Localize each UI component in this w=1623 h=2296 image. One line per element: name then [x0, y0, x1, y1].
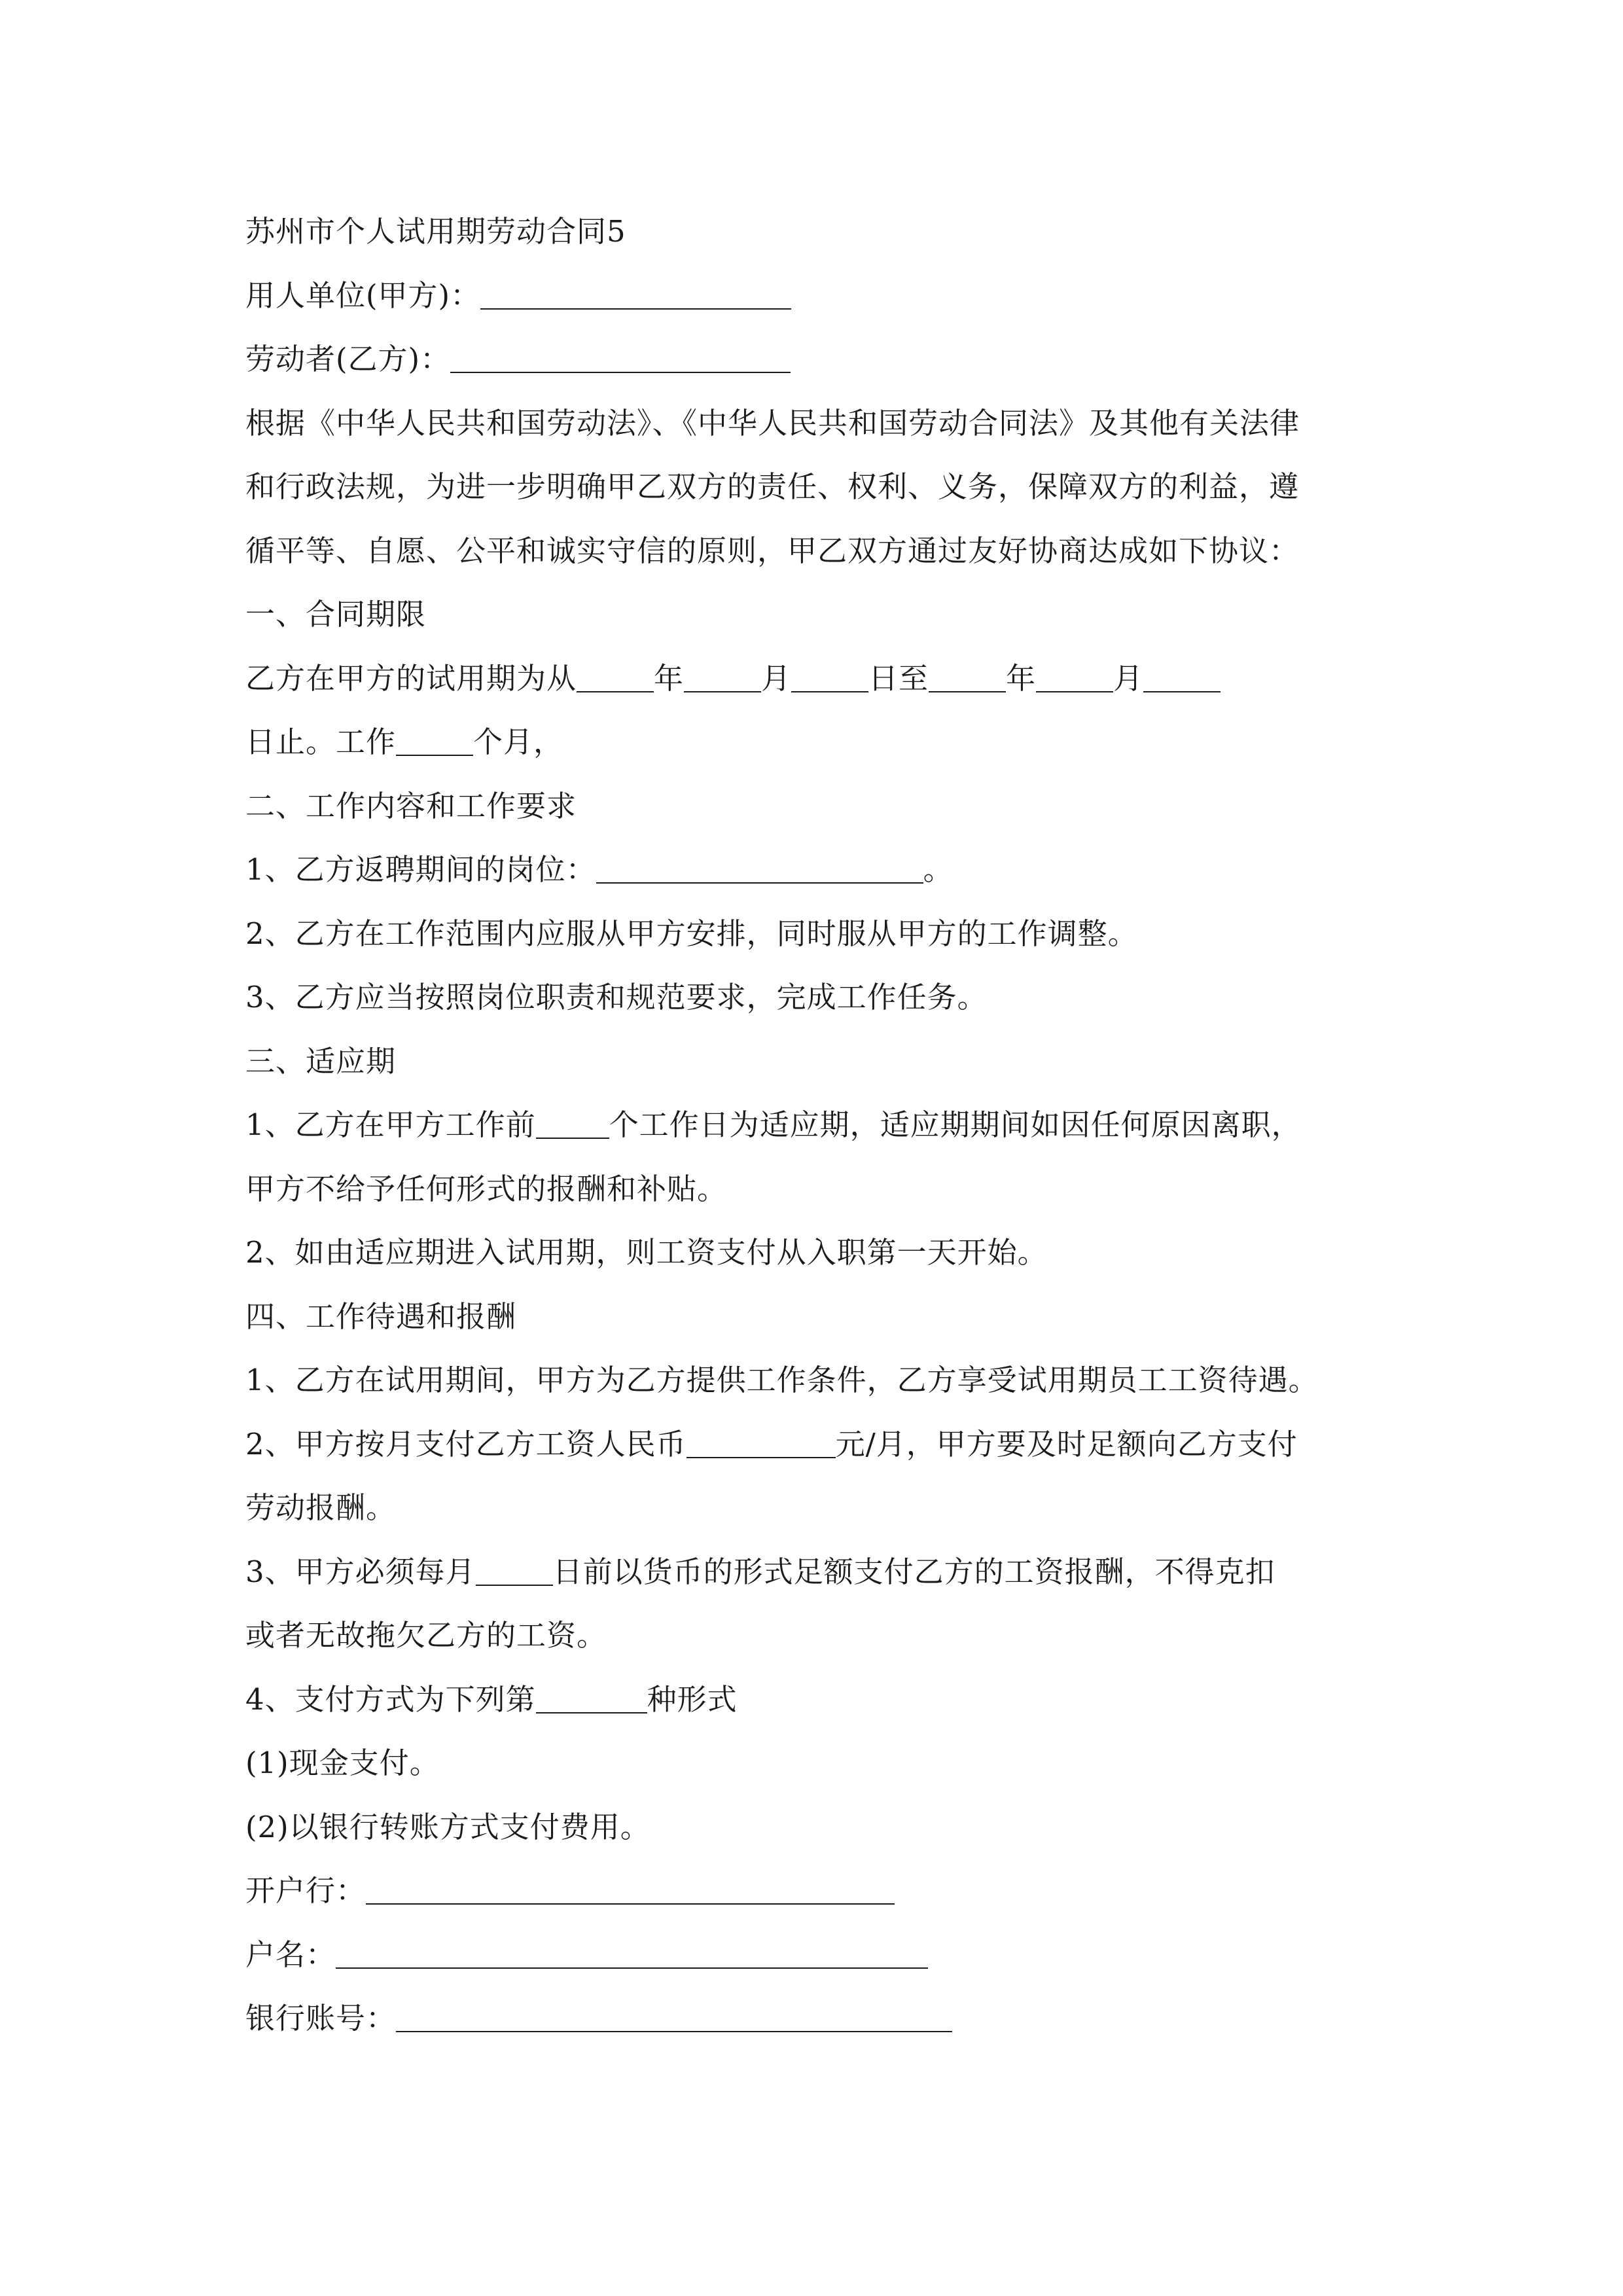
party-b-line [245, 327, 1387, 391]
title-text: 苏州市个人试用期劳动合同5 [245, 214, 626, 249]
bank-label: 开户行： [245, 1873, 366, 1908]
pay-method-blank[interactable] [536, 1686, 647, 1713]
preamble-line-2 [245, 455, 1387, 519]
preamble-text-1: 根据《中华人民共和国劳动法》、《中华人民共和国劳动合同法》及其他有关法律 [245, 405, 1300, 440]
preamble-text-2: 和行政法规，为进一步明确甲乙双方的责任、权利、义务，保障双方的利益，遵 [245, 469, 1300, 504]
preamble-line-3 [245, 519, 1387, 583]
month-text: 月 [761, 660, 792, 696]
adaptation-after-text: 个工作日为适应期，适应期期间如因任何原因离职， [609, 1107, 1302, 1142]
salary-before-text: 2、甲方按月支付乙方工资人民币 [245, 1426, 687, 1462]
pay-method-after-text: 种形式 [647, 1681, 738, 1717]
year-text: 年 [654, 660, 685, 696]
payday-after-text: 日前以货币的形式足额支付乙方的工资报酬，不得克扣 [552, 1554, 1275, 1589]
end-year-blank[interactable] [929, 665, 1006, 692]
section-3-item-2-text: 2、如由适应期进入试用期，则工资支付从入职第一天开始。 [245, 1235, 1048, 1270]
party-b-blank[interactable] [450, 346, 791, 373]
pay-option-1 [245, 1731, 1387, 1795]
section-3-heading [245, 1030, 1387, 1094]
payday-blank[interactable] [476, 1558, 553, 1586]
end-day-blank[interactable] [1143, 665, 1221, 692]
months-text: 个月， [473, 725, 564, 759]
months-blank[interactable] [396, 728, 473, 756]
section-4-item-3 [245, 1540, 1387, 1604]
section-2-item-2 [245, 902, 1387, 966]
section-4-heading-text: 四、工作待遇和报酬 [245, 1299, 517, 1334]
section-4-item-3-cont [245, 1604, 1387, 1668]
section-4-item-2 [245, 1412, 1387, 1477]
start-month-blank[interactable] [684, 665, 761, 692]
pay-option-2-text: (2)以银行转账方式支付费用。 [245, 1809, 651, 1844]
account-name-line [245, 1923, 1387, 1987]
year-text: 年 [1006, 660, 1037, 696]
contract-body [245, 200, 1387, 2051]
pay-option-2 [245, 1795, 1387, 1859]
day-end-text: 日止。工作 [245, 725, 397, 759]
section-1-line-2 [245, 710, 1387, 774]
start-year-blank[interactable] [577, 665, 654, 692]
section-1-heading [245, 583, 1387, 647]
section-4-item-1 [245, 1348, 1387, 1412]
section-2-item-3 [245, 965, 1387, 1030]
bank-line [245, 1859, 1387, 1923]
section-3-heading-text: 三、适应期 [245, 1043, 397, 1079]
account-number-line [245, 1986, 1387, 2051]
document-title [245, 200, 1387, 264]
section-4-item-4 [245, 1668, 1387, 1732]
section-3-item-1-cont-text: 甲方不给予任何形式的报酬和补贴。 [245, 1171, 728, 1206]
account-name-label: 户名： [245, 1937, 336, 1972]
position-label: 1、乙方返聘期间的岗位： [245, 852, 596, 887]
section-2-heading [245, 774, 1387, 838]
section-3-item-1 [245, 1093, 1387, 1157]
position-blank[interactable] [596, 856, 923, 884]
salary-after-text: 元/月，甲方要及时足额向乙方支付 [835, 1426, 1298, 1462]
account-number-blank[interactable] [396, 2005, 952, 2032]
section-4-heading [245, 1285, 1387, 1349]
party-b-label: 劳动者(乙方)： [245, 342, 451, 376]
start-day-blank[interactable] [791, 665, 868, 692]
account-number-label: 银行账号： [245, 2001, 397, 2036]
section-4-item-3-cont-text: 或者无故拖欠乙方的工资。 [245, 1618, 607, 1653]
month-text: 月 [1113, 660, 1144, 696]
section-4-item-2-cont [245, 1476, 1387, 1540]
section-1-heading-text: 一、合同期限 [245, 597, 427, 632]
payday-before-text: 3、甲方必须每月 [245, 1554, 476, 1589]
party-a-blank[interactable] [480, 282, 791, 310]
salary-amount-blank[interactable] [687, 1431, 836, 1458]
preamble-text-3: 循平等、自愿、公平和诚实守信的原则，甲乙双方通过友好协商达成如下协议： [245, 533, 1300, 568]
section-4-item-1-text: 1、乙方在试用期间，甲方为乙方提供工作条件，乙方享受试用期员工工资待遇。 [245, 1363, 1319, 1397]
section-3-item-1-cont [245, 1157, 1387, 1221]
pay-method-before-text: 4、支付方式为下列第 [245, 1681, 536, 1717]
day-to-text: 日至 [868, 660, 929, 696]
section-1-line-1 [245, 647, 1387, 711]
section-2-item-2-text: 2、乙方在工作范围内应服从甲方安排，同时服从甲方的工作调整。 [245, 916, 1138, 951]
section-2-heading-text: 二、工作内容和工作要求 [245, 788, 577, 823]
period-text: 。 [923, 852, 954, 887]
section-2-item-3-text: 3、乙方应当按照岗位职责和规范要求，完成工作任务。 [245, 980, 988, 1014]
end-month-blank[interactable] [1036, 665, 1113, 692]
adaptation-days-blank[interactable] [536, 1111, 609, 1139]
section-2-item-1 [245, 838, 1387, 902]
probation-from-text: 乙方在甲方的试用期为从 [245, 660, 577, 696]
bank-blank[interactable] [366, 1877, 895, 1905]
account-name-blank[interactable] [336, 1941, 928, 1969]
pay-option-1-text: (1)现金支付。 [245, 1746, 440, 1780]
preamble-line-1 [245, 391, 1387, 456]
section-3-item-2 [245, 1221, 1387, 1285]
section-4-item-2-cont-text: 劳动报酬。 [245, 1490, 397, 1525]
party-a-label: 用人单位(甲方)： [245, 278, 481, 313]
party-a-line [245, 264, 1387, 328]
adaptation-before-text: 1、乙方在甲方工作前 [245, 1107, 536, 1142]
